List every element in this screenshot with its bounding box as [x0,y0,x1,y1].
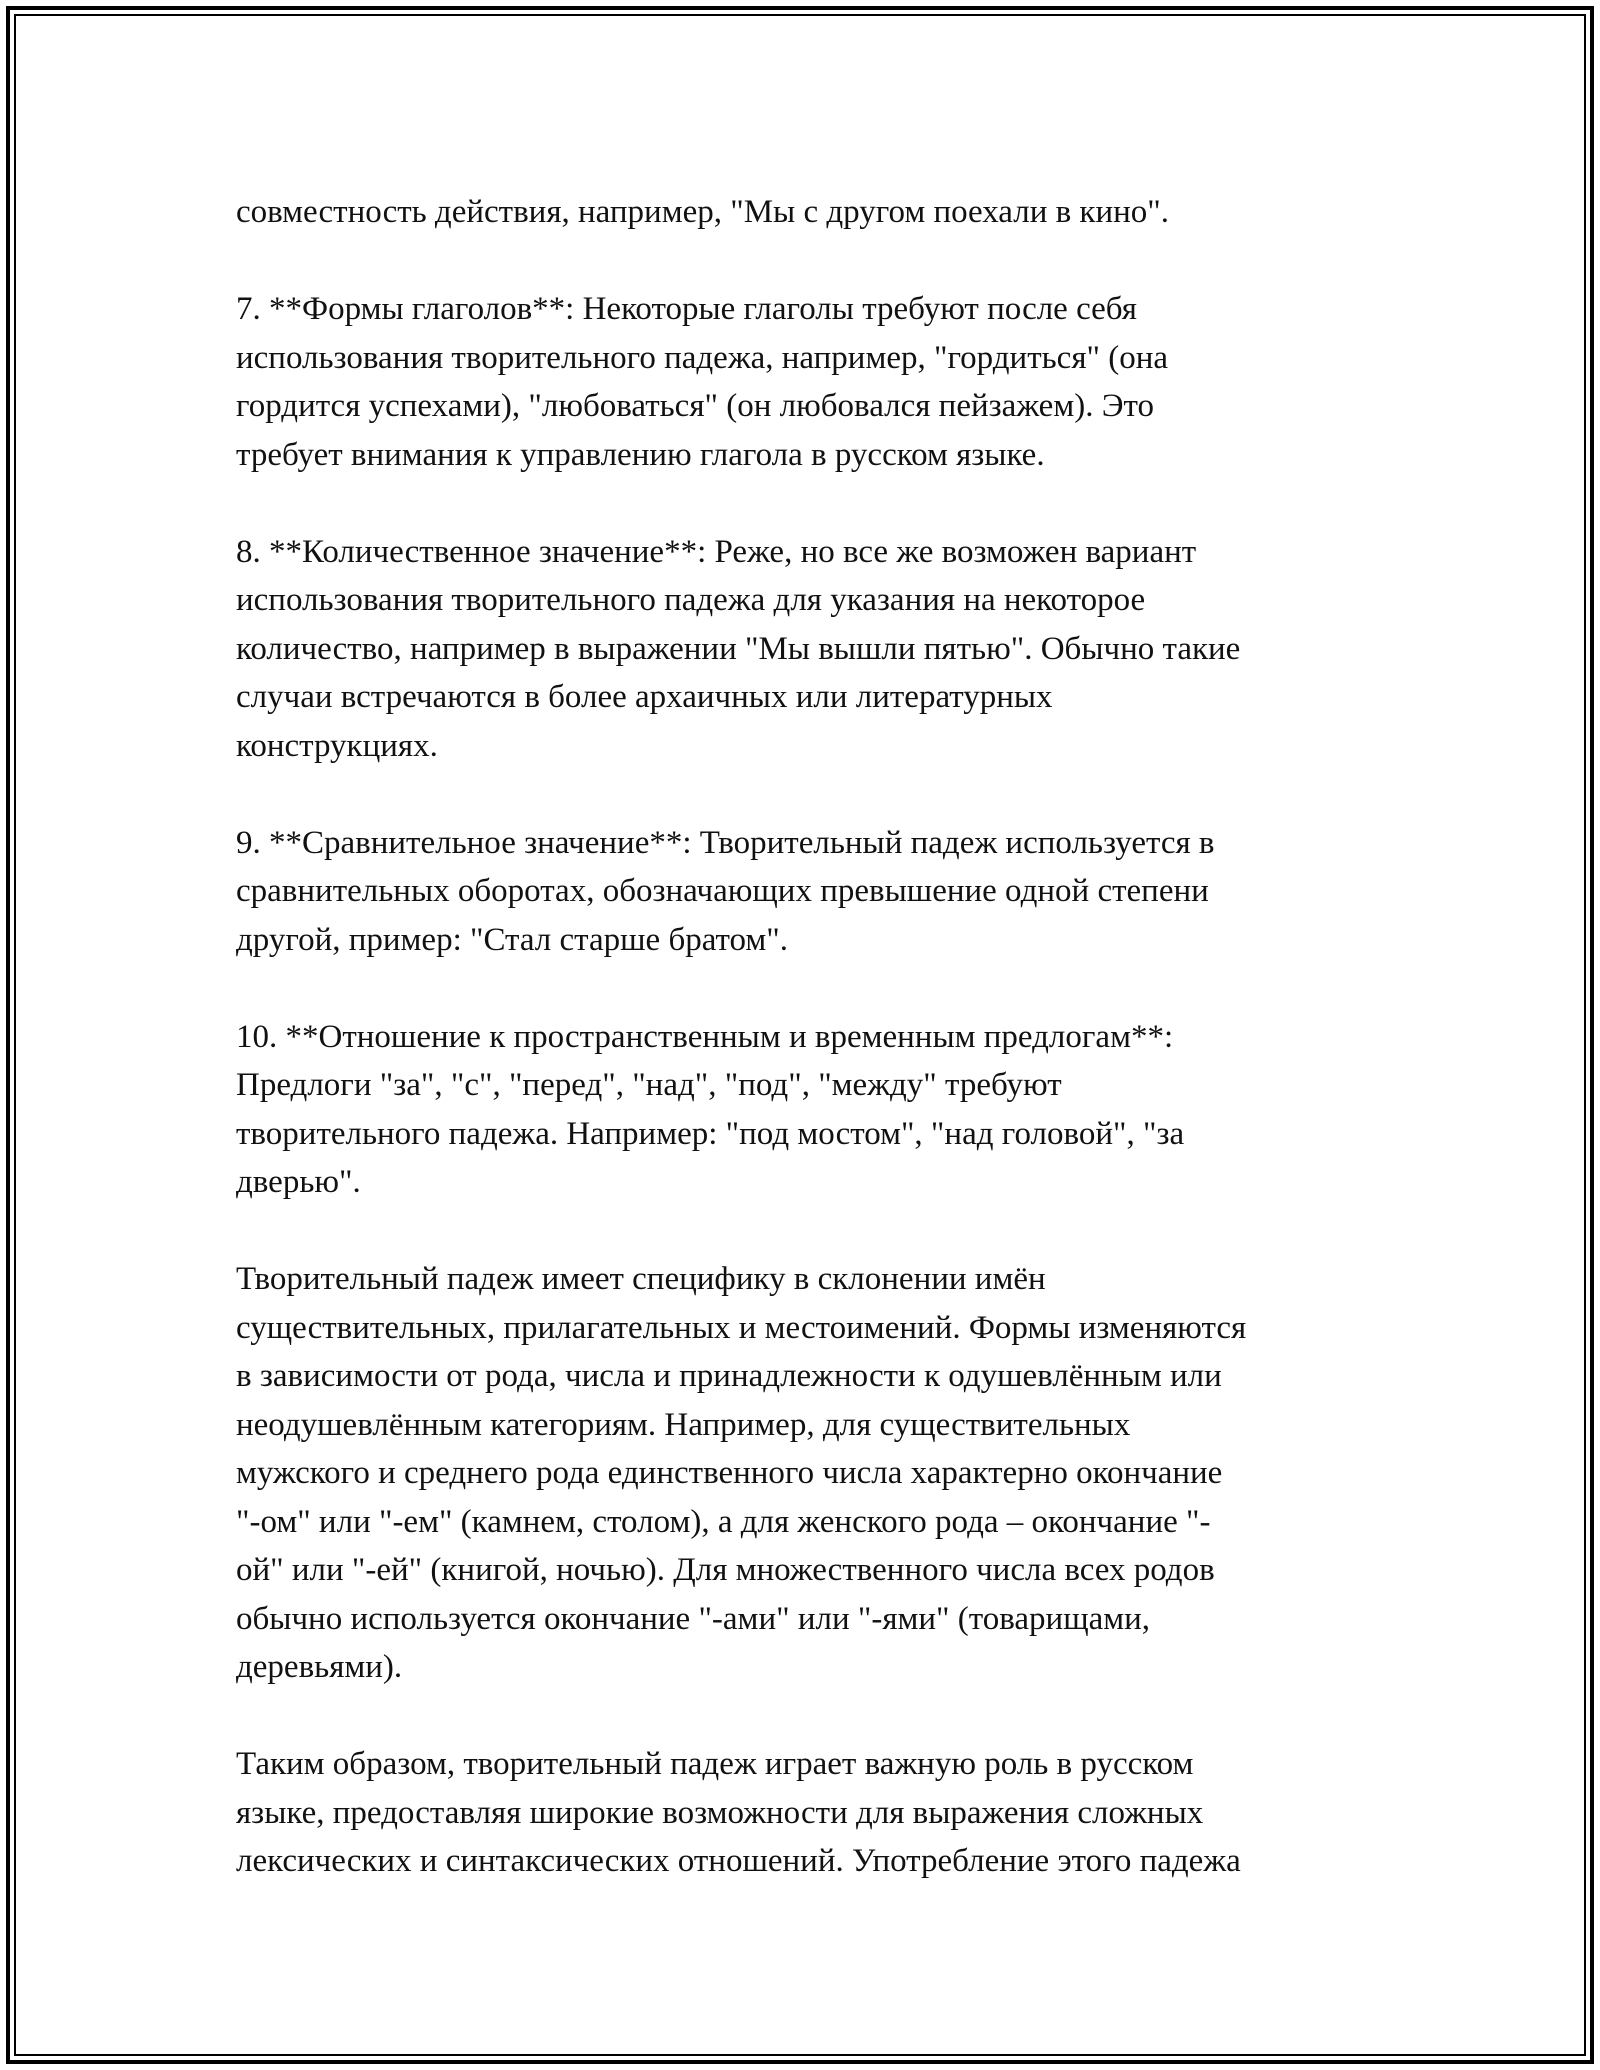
paragraph-comparative-meaning: 9. **Сравнительное значение**: Творительный падеж используется в сравнительных оборотах, обозначающих превышение одной степени другой, пример: "Стал старше братом". [236,824,1215,958]
paragraph-verb-forms: 7. **Формы глаголов**: Некоторые глаголы требуют после себя использования творительного падежа, например, "гордиться" (она гордится успехами), "любоваться" (он любовался пейзажем). Это требует внимания к управлению глагола в русском языке. [236,291,1169,473]
paragraph-declension: Творительный падеж имеет специфику в склонении имён существительных, прилагательных и местоимений. Формы изменяются в зависимости от рода, числа и принадлежности к одушевлённым или неодушевлённым категориям. Например, для существительных мужского и среднего рода единственного числа характерно окончание "-ом" или "-ем" (камнем, столом), а для женского рода – окончание "- ой" или "-ей" (книгой, ночью). Для множественного числа всех родов обычно используется окончание "-ами" или "-ями" (товарищами, деревьями). [236,1261,1247,1685]
document-body [236,188,1386,1886]
paragraph-continuation: совместность действия, например, "Мы с другом поехали в кино". [236,194,1170,230]
paragraph-conclusion: Таким образом, творительный падеж играет важную роль в русском языке, предоставляя широкие возможности для выражения сложных лексических и синтаксических отношений. Употребление этого падежа [236,1746,1241,1879]
paragraph-prepositions: 10. **Отношение к пространственным и временным предлогам**: Предлоги "за", "с", "перед", "над", "под", "между" требуют творительного падежа. Например: "под мостом", "над головой", "за дверью". [236,1018,1185,1200]
paragraph-quantitative-meaning: 8. **Количественное значение**: Реже, но все же возможен вариант использования творительного падежа для указания на некоторое количество, например в выражении "Мы вышли пятью". Обычно такие случаи встречаются в более архаичных или литературных конструкциях. [236,533,1241,764]
